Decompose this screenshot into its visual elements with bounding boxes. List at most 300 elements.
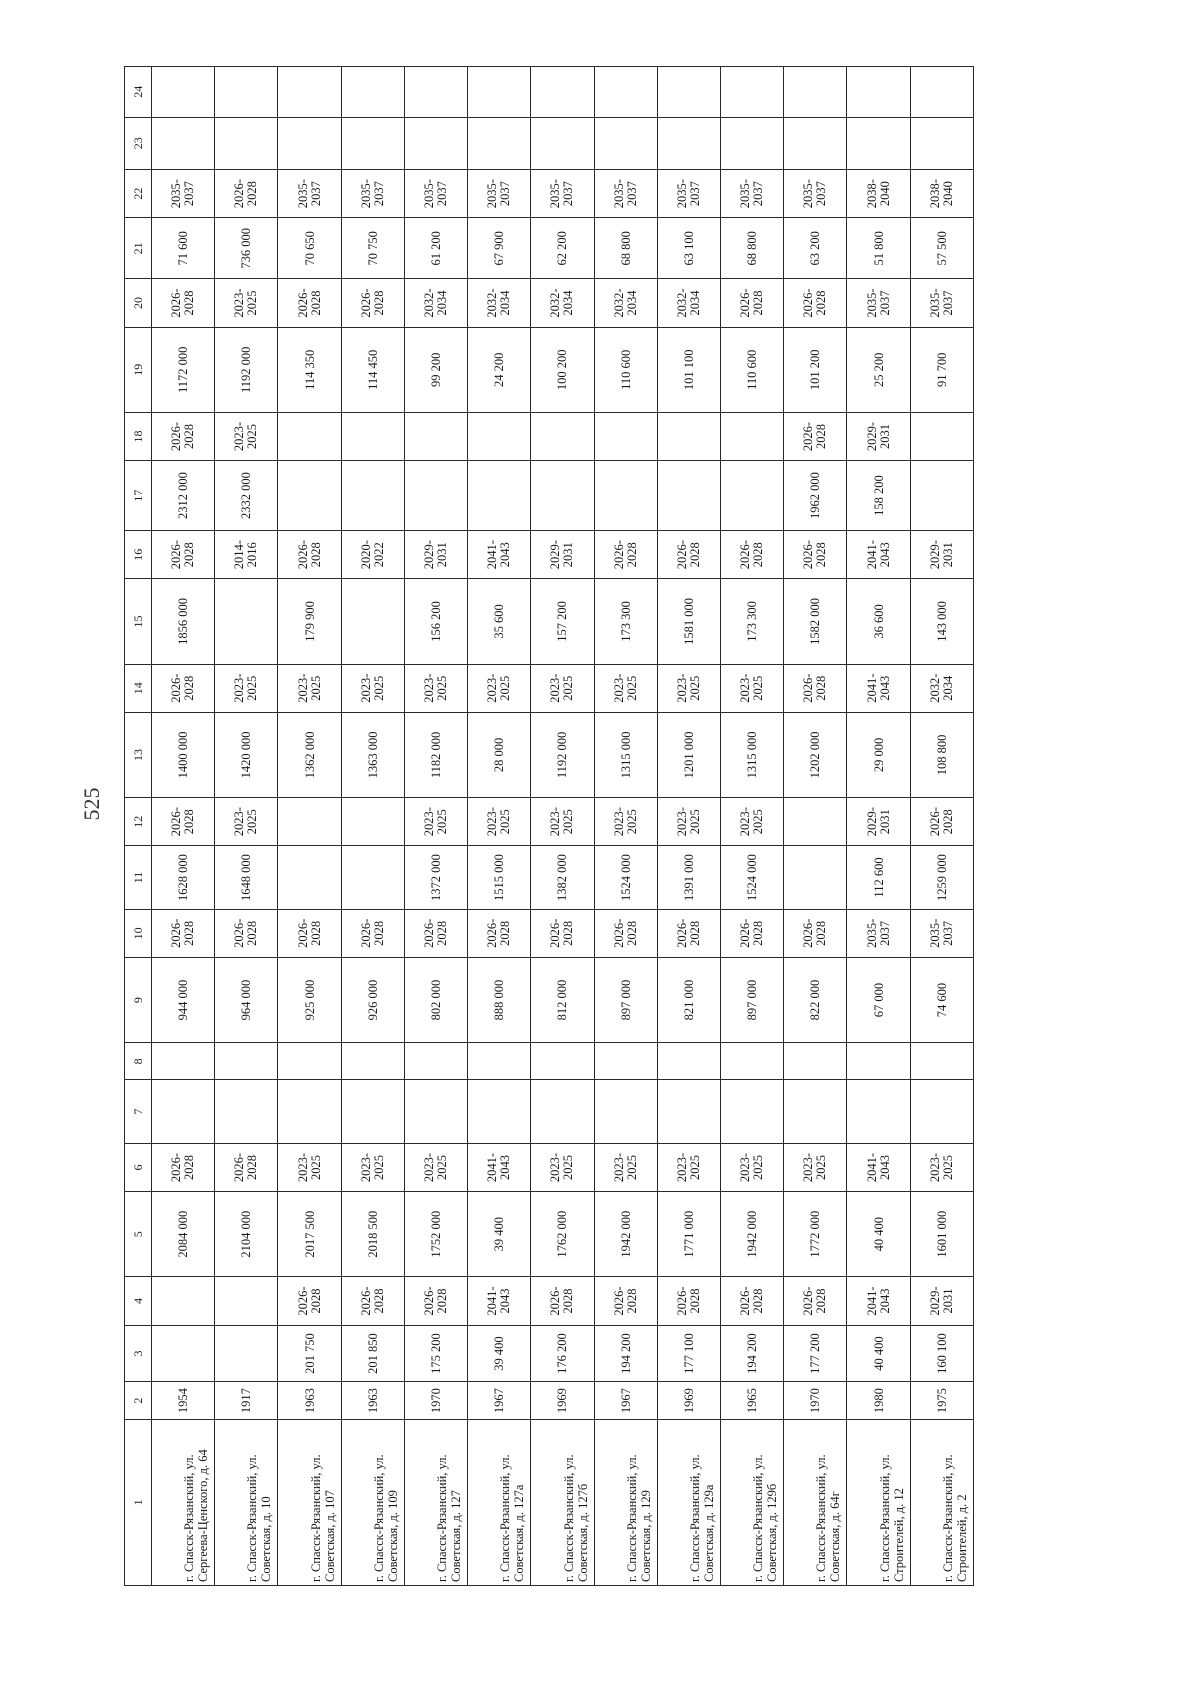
amount-cell: 1372 000 (404, 846, 467, 909)
amount-cell: 1856 000 (152, 579, 215, 664)
amount-cell: 24 200 (468, 327, 531, 412)
amount-cell: 1192 000 (531, 712, 594, 797)
amount-cell: 1192 000 (215, 327, 278, 412)
amount-cell (784, 1043, 847, 1080)
page-number: 525 (79, 787, 104, 821)
period-cell: 2023-2025 (215, 279, 278, 327)
amount-cell (215, 1080, 278, 1143)
column-header: 9 (125, 957, 152, 1042)
amount-cell (531, 1080, 594, 1143)
amount-cell: 1382 000 (531, 846, 594, 909)
amount-cell (657, 117, 720, 170)
table-row (152, 67, 215, 1586)
amount-cell (215, 1043, 278, 1080)
amount-cell: 61 200 (404, 218, 467, 279)
period-cell: 2026-2028 (468, 909, 531, 957)
amount-cell (531, 67, 594, 118)
period-cell: 2029-2031 (910, 531, 973, 579)
build-year-cell: 1963 (341, 1382, 404, 1419)
registry-table (124, 66, 974, 1586)
address-cell: г. Спасск-Рязанский, ул. Советская, д. 127а (468, 1419, 531, 1585)
period-cell: 2035-2037 (278, 170, 341, 218)
period-cell: 2026-2028 (278, 279, 341, 327)
period-cell: 2023-2025 (215, 412, 278, 460)
address-cell: г. Спасск-Рязанский, ул. Сергеева-Ценского, д. 64 (152, 1419, 215, 1585)
amount-cell: 101 100 (657, 327, 720, 412)
amount-cell: 110 600 (720, 327, 783, 412)
period-cell: 2023-2025 (531, 664, 594, 712)
amount-cell (278, 1080, 341, 1143)
amount-cell: 70 750 (341, 218, 404, 279)
period-cell: 2026-2028 (784, 909, 847, 957)
amount-cell: 1172 000 (152, 327, 215, 412)
address-cell: г. Спасск-Рязанский, ул. Советская, д. 127б (531, 1419, 594, 1585)
period-cell: 2023-2025 (531, 1143, 594, 1191)
amount-cell: 158 200 (847, 461, 910, 531)
amount-cell (278, 461, 341, 531)
amount-cell (784, 1080, 847, 1143)
address-cell: г. Спасск-Рязанский, ул. Советская, д. 10 (215, 1419, 278, 1585)
amount-cell: 1524 000 (594, 846, 657, 909)
amount-cell: 179 900 (278, 579, 341, 664)
amount-cell (152, 67, 215, 118)
table-row (468, 67, 531, 1586)
period-cell: 2041-2043 (847, 664, 910, 712)
amount-cell: 1771 000 (657, 1192, 720, 1277)
amount-cell (278, 798, 341, 846)
column-header: 11 (125, 846, 152, 909)
address-cell: г. Спасск-Рязанский, ул. Советская, д. 129а (657, 1419, 720, 1585)
amount-cell (152, 1277, 215, 1325)
period-cell: 2035-2037 (152, 170, 215, 218)
period-cell: 2026-2028 (784, 412, 847, 460)
period-cell: 2026-2028 (404, 1277, 467, 1325)
build-year-cell: 1967 (468, 1382, 531, 1419)
column-header: 8 (125, 1043, 152, 1080)
amount-cell: 812 000 (531, 957, 594, 1042)
amount-cell: 62 200 (531, 218, 594, 279)
amount-cell: 926 000 (341, 957, 404, 1042)
amount-cell (341, 798, 404, 846)
amount-cell: 1942 000 (594, 1192, 657, 1277)
amount-cell (910, 1080, 973, 1143)
period-cell: 2023-2025 (657, 798, 720, 846)
table-row (531, 67, 594, 1586)
period-cell: 2026-2028 (215, 1143, 278, 1191)
amount-cell (468, 67, 531, 118)
column-header: 4 (125, 1277, 152, 1325)
period-cell: 2026-2028 (720, 1277, 783, 1325)
period-cell: 2023-2025 (278, 664, 341, 712)
period-cell: 2032-2034 (657, 279, 720, 327)
amount-cell (468, 412, 531, 460)
amount-cell (847, 1080, 910, 1143)
period-cell: 2026-2028 (784, 279, 847, 327)
amount-cell: 67 900 (468, 218, 531, 279)
column-header: 1 (125, 1419, 152, 1585)
amount-cell (215, 67, 278, 118)
period-cell: 2032-2034 (468, 279, 531, 327)
amount-cell: 822 000 (784, 957, 847, 1042)
amount-cell: 36 600 (847, 579, 910, 664)
table-row (404, 67, 467, 1586)
address-cell: г. Спасск-Рязанский, ул. Советская, д. 129б (720, 1419, 783, 1585)
period-cell: 2023-2025 (910, 1143, 973, 1191)
period-cell: 2032-2034 (910, 664, 973, 712)
amount-cell (720, 412, 783, 460)
amount-cell: 888 000 (468, 957, 531, 1042)
period-cell: 2026-2028 (720, 909, 783, 957)
amount-cell (847, 1043, 910, 1080)
table-row (215, 67, 278, 1586)
column-header: 10 (125, 909, 152, 957)
period-cell: 2026-2028 (152, 909, 215, 957)
amount-cell (152, 1325, 215, 1382)
build-year-cell: 1970 (784, 1382, 847, 1419)
period-cell: 2026-2028 (594, 909, 657, 957)
column-header: 18 (125, 412, 152, 460)
amount-cell: 1628 000 (152, 846, 215, 909)
period-cell: 2026-2028 (278, 1277, 341, 1325)
amount-cell: 1315 000 (720, 712, 783, 797)
table-row (657, 67, 720, 1586)
amount-cell: 114 450 (341, 327, 404, 412)
amount-cell (152, 117, 215, 170)
amount-cell: 194 200 (720, 1325, 783, 1382)
column-header: 2 (125, 1382, 152, 1419)
amount-cell (720, 461, 783, 531)
period-cell: 2023-2025 (657, 664, 720, 712)
period-cell: 2026-2028 (784, 531, 847, 579)
period-cell: 2041-2043 (847, 531, 910, 579)
amount-cell: 1400 000 (152, 712, 215, 797)
amount-cell (784, 67, 847, 118)
amount-cell (215, 1325, 278, 1382)
amount-cell: 2104 000 (215, 1192, 278, 1277)
amount-cell: 63 100 (657, 218, 720, 279)
amount-cell (468, 461, 531, 531)
amount-cell: 1182 000 (404, 712, 467, 797)
period-cell: 2023-2025 (278, 1143, 341, 1191)
period-cell: 2035-2037 (594, 170, 657, 218)
period-cell: 2023-2025 (720, 798, 783, 846)
amount-cell: 100 200 (531, 327, 594, 412)
address-cell: г. Спасск-Рязанский, ул. Советская, д. 129 (594, 1419, 657, 1585)
period-cell: 2026-2028 (657, 1277, 720, 1325)
amount-cell (468, 117, 531, 170)
amount-cell: 175 200 (404, 1325, 467, 1382)
amount-cell (910, 412, 973, 460)
period-cell: 2023-2025 (341, 1143, 404, 1191)
period-cell: 2026-2028 (215, 909, 278, 957)
table-row (278, 67, 341, 1586)
amount-cell: 1581 000 (657, 579, 720, 664)
period-cell: 2026-2028 (784, 664, 847, 712)
amount-cell: 1762 000 (531, 1192, 594, 1277)
table-container (124, 66, 974, 1586)
amount-cell (657, 1080, 720, 1143)
column-header: 3 (125, 1325, 152, 1382)
period-cell: 2035-2037 (341, 170, 404, 218)
amount-cell (594, 1043, 657, 1080)
period-cell: 2035-2037 (657, 170, 720, 218)
period-cell: 2026-2028 (657, 909, 720, 957)
amount-cell (341, 1080, 404, 1143)
amount-cell (152, 1080, 215, 1143)
period-cell: 2026-2028 (910, 798, 973, 846)
period-cell: 2029-2031 (847, 798, 910, 846)
column-header: 24 (125, 67, 152, 118)
period-cell: 2023-2025 (594, 798, 657, 846)
amount-cell: 51 800 (847, 218, 910, 279)
amount-cell: 802 000 (404, 957, 467, 1042)
amount-cell: 1362 000 (278, 712, 341, 797)
amount-cell: 176 200 (531, 1325, 594, 1382)
period-cell: 2026-2028 (784, 1277, 847, 1325)
address-cell: г. Спасск-Рязанский, ул. Советская, д. 64г (784, 1419, 847, 1585)
period-cell: 2026-2028 (152, 412, 215, 460)
amount-cell: 201 850 (341, 1325, 404, 1382)
address-cell: г. Спасск-Рязанский, ул. Советская, д. 127 (404, 1419, 467, 1585)
address-cell: г. Спасск-Рязанский, ул. Советская, д. 109 (341, 1419, 404, 1585)
period-cell: 2041-2043 (468, 531, 531, 579)
amount-cell (720, 117, 783, 170)
amount-cell: 63 200 (784, 218, 847, 279)
period-cell: 2038-2040 (847, 170, 910, 218)
amount-cell: 57 500 (910, 218, 973, 279)
column-header: 17 (125, 461, 152, 531)
amount-cell: 2018 500 (341, 1192, 404, 1277)
amount-cell: 1315 000 (594, 712, 657, 797)
table-row (341, 67, 404, 1586)
table-row (784, 67, 847, 1586)
amount-cell: 74 600 (910, 957, 973, 1042)
period-cell: 2026-2028 (341, 279, 404, 327)
amount-cell (784, 846, 847, 909)
amount-cell (720, 1080, 783, 1143)
amount-cell: 143 000 (910, 579, 973, 664)
period-cell: 2029-2031 (531, 531, 594, 579)
period-cell: 2023-2025 (215, 664, 278, 712)
amount-cell (215, 1277, 278, 1325)
period-cell: 2020-2022 (341, 531, 404, 579)
amount-cell (910, 117, 973, 170)
period-cell: 2023-2025 (468, 664, 531, 712)
amount-cell (594, 461, 657, 531)
period-cell: 2023-2025 (215, 798, 278, 846)
amount-cell (341, 579, 404, 664)
amount-cell: 1391 000 (657, 846, 720, 909)
build-year-cell: 1975 (910, 1382, 973, 1419)
column-header: 22 (125, 170, 152, 218)
amount-cell (720, 1043, 783, 1080)
amount-cell: 156 200 (404, 579, 467, 664)
amount-cell: 25 200 (847, 327, 910, 412)
amount-cell: 68 800 (720, 218, 783, 279)
amount-cell: 1259 000 (910, 846, 973, 909)
amount-cell (847, 67, 910, 118)
amount-cell: 201 750 (278, 1325, 341, 1382)
amount-cell: 39 400 (468, 1325, 531, 1382)
amount-cell: 114 350 (278, 327, 341, 412)
period-cell: 2023-2025 (404, 1143, 467, 1191)
amount-cell: 177 100 (657, 1325, 720, 1382)
amount-cell (278, 1043, 341, 1080)
amount-cell (215, 117, 278, 170)
build-year-cell: 1917 (215, 1382, 278, 1419)
table-row (847, 67, 910, 1586)
period-cell: 2029-2031 (910, 1277, 973, 1325)
amount-cell: 28 000 (468, 712, 531, 797)
amount-cell: 897 000 (720, 957, 783, 1042)
amount-cell: 736 000 (215, 218, 278, 279)
period-cell: 2023-2025 (468, 798, 531, 846)
amount-cell: 821 000 (657, 957, 720, 1042)
amount-cell (531, 412, 594, 460)
column-header: 13 (125, 712, 152, 797)
period-cell: 2026-2028 (341, 1277, 404, 1325)
period-cell: 2023-2025 (594, 664, 657, 712)
column-header: 6 (125, 1143, 152, 1191)
column-header: 19 (125, 327, 152, 412)
period-cell: 2041-2043 (468, 1143, 531, 1191)
amount-cell (910, 461, 973, 531)
amount-cell: 1772 000 (784, 1192, 847, 1277)
amount-cell (468, 1080, 531, 1143)
amount-cell (278, 67, 341, 118)
column-header: 7 (125, 1080, 152, 1143)
amount-cell (341, 412, 404, 460)
period-cell: 2026-2028 (404, 909, 467, 957)
period-cell: 2014-2016 (215, 531, 278, 579)
amount-cell: 2332 000 (215, 461, 278, 531)
amount-cell: 1515 000 (468, 846, 531, 909)
period-cell: 2023-2025 (657, 1143, 720, 1191)
period-cell: 2029-2031 (404, 531, 467, 579)
address-cell: г. Спасск-Рязанский, ул. Советская, д. 107 (278, 1419, 341, 1585)
build-year-cell: 1963 (278, 1382, 341, 1419)
period-cell: 2023-2025 (594, 1143, 657, 1191)
period-cell: 2026-2028 (341, 909, 404, 957)
amount-cell (404, 117, 467, 170)
amount-cell (910, 1043, 973, 1080)
amount-cell (341, 67, 404, 118)
build-year-cell: 1970 (404, 1382, 467, 1419)
amount-cell (404, 461, 467, 531)
column-header: 15 (125, 579, 152, 664)
period-cell: 2026-2028 (594, 531, 657, 579)
amount-cell: 1582 000 (784, 579, 847, 664)
amount-cell: 40 400 (847, 1325, 910, 1382)
period-cell: 2026-2028 (720, 279, 783, 327)
amount-cell: 101 200 (784, 327, 847, 412)
address-cell: г. Спасск-Рязанский, ул. Строителей, д. 12 (847, 1419, 910, 1585)
amount-cell (594, 1080, 657, 1143)
amount-cell (594, 67, 657, 118)
amount-cell: 1420 000 (215, 712, 278, 797)
period-cell: 2032-2034 (531, 279, 594, 327)
amount-cell: 68 800 (594, 218, 657, 279)
table-row (720, 67, 783, 1586)
amount-cell (215, 579, 278, 664)
period-cell: 2023-2025 (404, 798, 467, 846)
amount-cell (657, 1043, 720, 1080)
amount-cell: 40 400 (847, 1192, 910, 1277)
amount-cell: 1648 000 (215, 846, 278, 909)
period-cell: 2023-2025 (720, 1143, 783, 1191)
amount-cell: 110 600 (594, 327, 657, 412)
period-cell: 2035-2037 (468, 170, 531, 218)
build-year-cell: 1965 (720, 1382, 783, 1419)
amount-cell (847, 117, 910, 170)
amount-cell: 1752 000 (404, 1192, 467, 1277)
amount-cell (657, 412, 720, 460)
amount-cell (278, 117, 341, 170)
table-row (594, 67, 657, 1586)
amount-cell: 1942 000 (720, 1192, 783, 1277)
column-header: 5 (125, 1192, 152, 1277)
period-cell: 2035-2037 (404, 170, 467, 218)
period-cell: 2026-2028 (152, 798, 215, 846)
amount-cell: 1201 000 (657, 712, 720, 797)
amount-cell (404, 1080, 467, 1143)
period-cell: 2041-2043 (847, 1277, 910, 1325)
amount-cell: 925 000 (278, 957, 341, 1042)
amount-cell: 35 600 (468, 579, 531, 664)
period-cell: 2035-2037 (784, 170, 847, 218)
amount-cell: 194 200 (594, 1325, 657, 1382)
period-cell: 2026-2028 (594, 1277, 657, 1325)
amount-cell (594, 117, 657, 170)
amount-cell: 177 200 (784, 1325, 847, 1382)
amount-cell (531, 1043, 594, 1080)
period-cell: 2026-2028 (657, 531, 720, 579)
column-header: 21 (125, 218, 152, 279)
amount-cell: 70 650 (278, 218, 341, 279)
amount-cell (784, 798, 847, 846)
amount-cell: 1202 000 (784, 712, 847, 797)
amount-cell: 1601 000 (910, 1192, 973, 1277)
amount-cell: 2084 000 (152, 1192, 215, 1277)
period-cell: 2035-2037 (720, 170, 783, 218)
amount-cell (531, 117, 594, 170)
amount-cell (657, 461, 720, 531)
amount-cell: 112 600 (847, 846, 910, 909)
amount-cell: 2017 500 (278, 1192, 341, 1277)
amount-cell: 964 000 (215, 957, 278, 1042)
period-cell: 2032-2034 (594, 279, 657, 327)
period-cell: 2035-2037 (910, 909, 973, 957)
period-cell: 2026-2028 (531, 909, 594, 957)
table-row (910, 67, 973, 1586)
period-cell: 2038-2040 (910, 170, 973, 218)
period-cell: 2041-2043 (847, 1143, 910, 1191)
period-cell: 2026-2028 (152, 664, 215, 712)
period-cell: 2035-2037 (910, 279, 973, 327)
amount-cell (278, 412, 341, 460)
period-cell: 2032-2034 (404, 279, 467, 327)
period-cell: 2035-2037 (847, 909, 910, 957)
period-cell: 2026-2028 (152, 279, 215, 327)
column-header: 14 (125, 664, 152, 712)
amount-cell: 1363 000 (341, 712, 404, 797)
build-year-cell: 1967 (594, 1382, 657, 1419)
amount-cell (341, 846, 404, 909)
build-year-cell: 1954 (152, 1382, 215, 1419)
amount-cell: 897 000 (594, 957, 657, 1042)
build-year-cell: 1980 (847, 1382, 910, 1419)
amount-cell (531, 461, 594, 531)
